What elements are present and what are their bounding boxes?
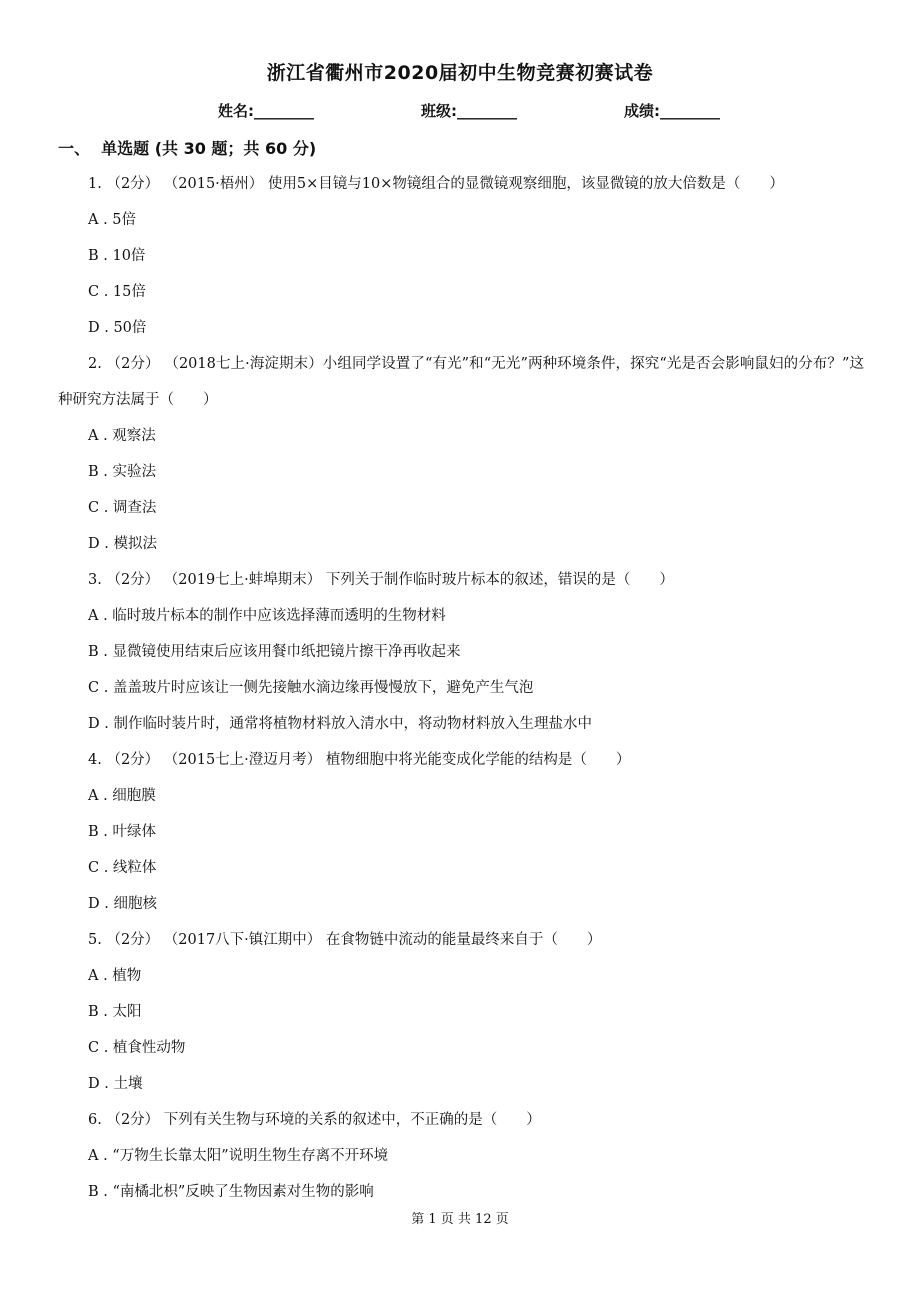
- question-stem: 2. （2分） （2018七上·海淀期末）小组同学设置了“有光”和“无光”两种环境条件，探究“光是否会影响鼠妇的分布？”这种研究方法属于（ ）: [58, 356, 864, 408]
- option-a: A . 临时玻片标本的制作中应该选择薄而透明的生物材料: [88, 608, 446, 624]
- question-stem: 3. （2分） （2019七上·蚌埠期末） 下列关于制作临时玻片标本的叙述，错误的是（ ）: [88, 572, 674, 588]
- option-a: A . 观察法: [88, 428, 156, 444]
- class-field: 班级:________: [421, 102, 517, 120]
- option-a: A . 5倍: [88, 212, 137, 228]
- option-a: A . 细胞膜: [88, 788, 156, 804]
- option-c: C . 线粒体: [88, 860, 157, 876]
- option-b: B . 太阳: [88, 1004, 142, 1020]
- section-heading: 一、 单选题 (共 30 题；共 60 分): [58, 139, 317, 158]
- option-d: D . 50倍: [88, 320, 147, 336]
- option-b: B . 叶绿体: [88, 824, 156, 840]
- option-c: C . 15倍: [88, 284, 146, 300]
- option-d: D . 土壤: [88, 1076, 143, 1092]
- question-item: [0, 1102, 920, 1210]
- option-c: C . 盖盖玻片时应该让一侧先接触水滴边缘再慢慢放下，避免产生气泡: [88, 680, 534, 696]
- option-c: C . 植食性动物: [88, 1040, 186, 1056]
- option-b: B . 显微镜使用结束后应该用餐巾纸把镜片擦干净再收起来: [88, 644, 461, 660]
- student-info-line: [0, 100, 920, 122]
- question-item: [0, 922, 920, 1102]
- question-stem: 5. （2分） （2017八下·镇江期中） 在食物链中流动的能量最终来自于（ ）: [88, 932, 602, 948]
- option-d: D . 制作临时装片时，通常将植物材料放入清水中，将动物材料放入生理盐水中: [88, 716, 592, 732]
- option-d: D . 模拟法: [88, 536, 157, 552]
- question-stem: 6. （2分） 下列有关生物与环境的关系的叙述中，不正确的是（ ）: [88, 1112, 541, 1128]
- option-b: B . 实验法: [88, 464, 156, 480]
- option-d: D . 细胞核: [88, 896, 157, 912]
- option-a: A . 植物: [88, 968, 142, 984]
- question-item: [0, 562, 920, 742]
- option-c: C . 调查法: [88, 500, 157, 516]
- option-a: A . “万物生长靠太阳”说明生物生存离不开环境: [88, 1148, 389, 1164]
- name-field: 姓名:________: [218, 102, 314, 120]
- question-stem: 1. （2分） （2015·梧州） 使用5×目镜与10×物镜组合的显微镜观察细胞，该显微镜的放大倍数是（ ）: [88, 176, 784, 192]
- page-footer: 第 1 页 共 12 页: [411, 1212, 509, 1227]
- score-field: 成绩:________: [624, 102, 720, 120]
- option-b: B . “南橘北枳”反映了生物因素对生物的影响: [88, 1184, 374, 1200]
- exam-title: 浙江省衢州市2020届初中生物竞赛初赛试卷: [266, 62, 654, 84]
- question-item: [0, 166, 920, 346]
- question-item: [0, 346, 920, 562]
- question-stem: 4. （2分） （2015七上·澄迈月考） 植物细胞中将光能变成化学能的结构是（ ）: [88, 752, 631, 768]
- question-item: [0, 742, 920, 922]
- questions-list: [0, 166, 920, 1210]
- option-b: B . 10倍: [88, 248, 146, 264]
